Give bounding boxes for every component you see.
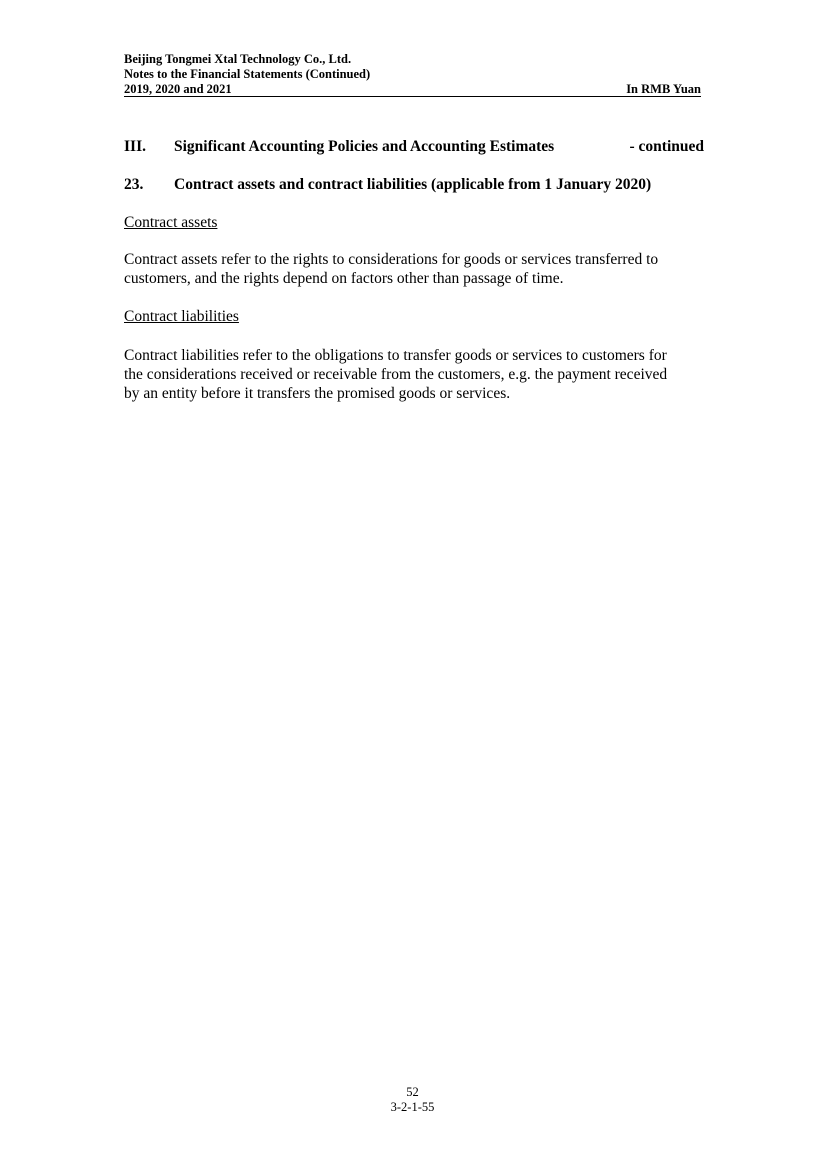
subsection-number: 23. <box>124 176 144 193</box>
section-continued: - continued <box>629 138 704 155</box>
section-number: III. <box>124 138 146 155</box>
paragraph-line: Contract assets refer to the rights to considerations for goods or services transferred to <box>124 251 659 268</box>
page-number: 52 <box>406 1085 419 1099</box>
paragraph-line: Contract liabilities refer to the obligations to transfer goods or services to customers for <box>124 347 667 364</box>
contract-liabilities-paragraph <box>124 346 704 403</box>
subsection-title: Contract assets and contract liabilities (applicable from 1 January 2020) <box>174 176 652 193</box>
paragraph-line: by an entity before it transfers the promised goods or services. <box>124 385 511 402</box>
page-header <box>124 52 701 97</box>
paragraph-line: the considerations received or receivable from the customers, e.g. the payment received <box>124 366 668 383</box>
contract-assets-heading: Contract assets <box>124 214 218 231</box>
header-currency: In RMB Yuan <box>626 82 701 96</box>
paragraph-line: customers, and the rights depend on factors other than passage of time. <box>124 270 564 287</box>
header-company: Beijing Tongmei Xtal Technology Co., Ltd. <box>124 52 352 66</box>
contract-assets-paragraph <box>124 250 704 288</box>
section-title: Significant Accounting Policies and Accounting Estimates <box>174 138 555 155</box>
header-years: 2019, 2020 and 2021 <box>124 82 232 96</box>
page-reference: 3-2-1-55 <box>390 1100 435 1114</box>
header-period-row <box>124 82 701 97</box>
header-document-title: Notes to the Financial Statements (Continued) <box>124 67 371 81</box>
contract-liabilities-heading: Contract liabilities <box>124 308 239 325</box>
